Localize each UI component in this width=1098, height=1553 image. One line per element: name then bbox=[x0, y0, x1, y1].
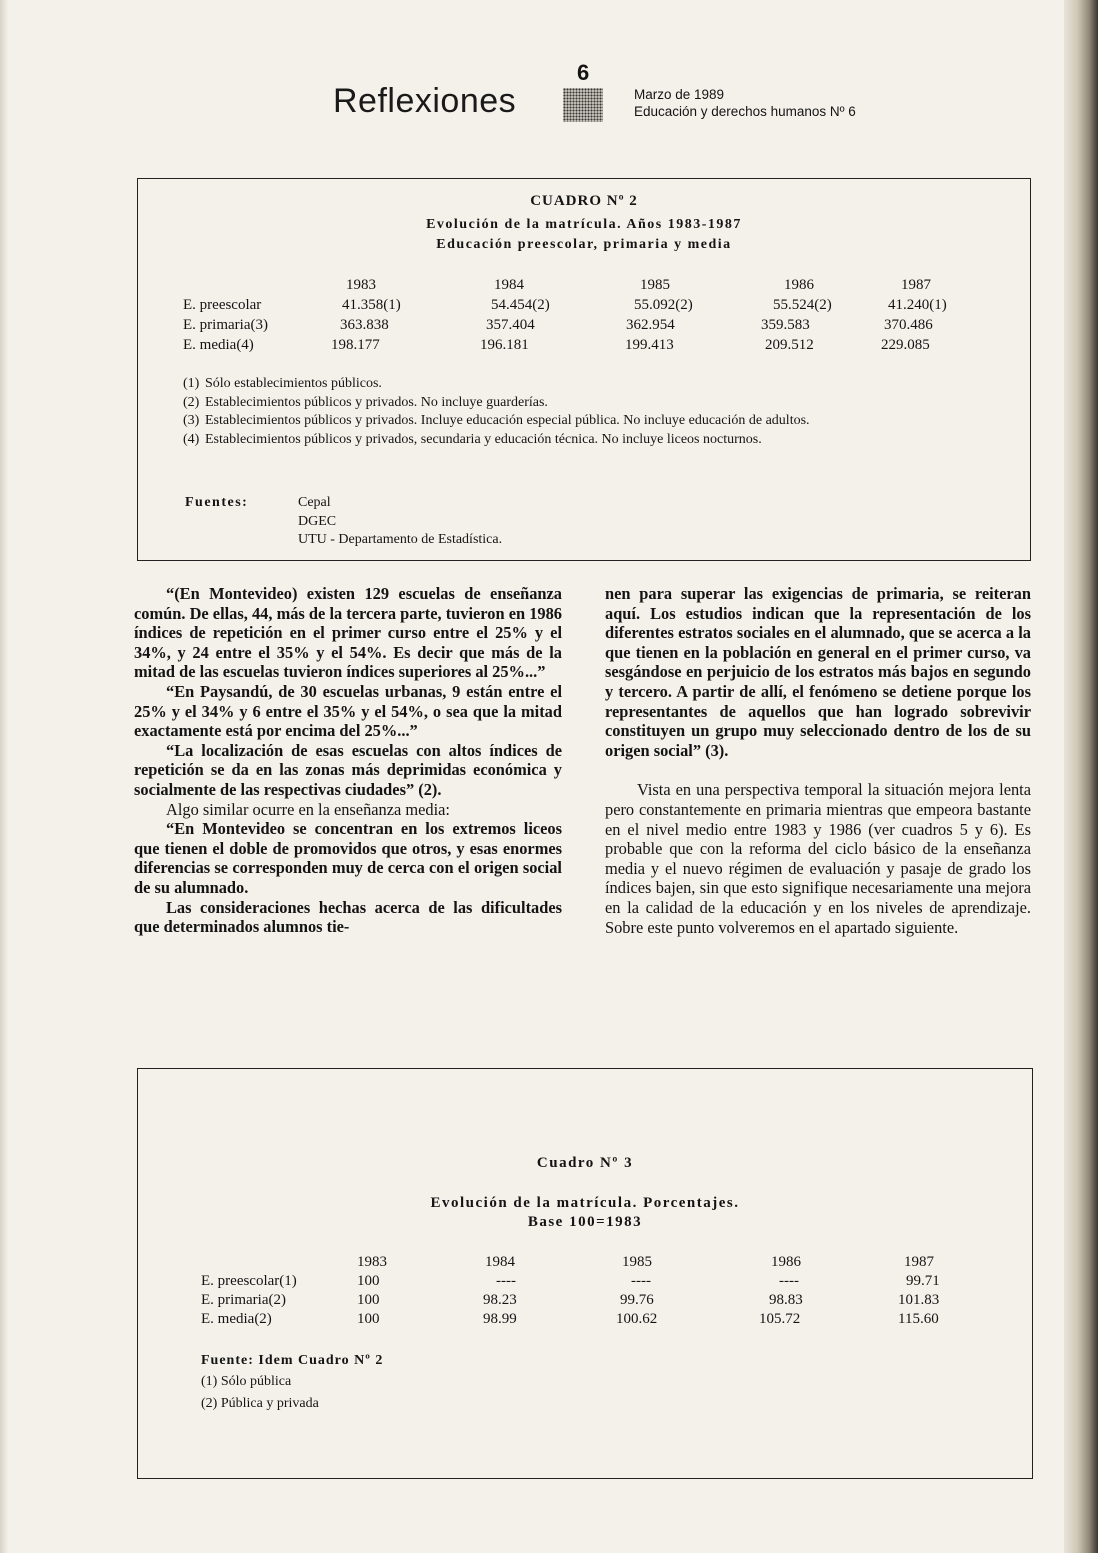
dateline bbox=[634, 86, 856, 120]
table-cell: 99.71 bbox=[906, 1273, 940, 1289]
sources-label: Fuentes: bbox=[185, 495, 249, 510]
note-item bbox=[183, 394, 993, 413]
body-column-right bbox=[605, 584, 1031, 937]
sources-list bbox=[298, 494, 502, 550]
note-text: Establecimientos públicos y privados, secundaria y educación técnica. No incluye liceos nocturnos. bbox=[205, 431, 762, 447]
cuadro-3-box bbox=[137, 1068, 1033, 1479]
table-cell: 55.524(2) bbox=[773, 297, 832, 313]
row-label: E. primaria(2) bbox=[201, 1292, 286, 1308]
table-cell: ---- bbox=[496, 1273, 516, 1289]
note-item: (1) Sólo pública bbox=[201, 1374, 292, 1389]
page-number: 6 bbox=[577, 60, 590, 85]
note-item bbox=[183, 375, 993, 394]
table-cell: 115.60 bbox=[898, 1311, 939, 1327]
body-paragraph: “En Montevideo se concentran en los extremos liceos que tienen el doble de promovidos que otros, y esas enormes diferencias se corresponden muy de cerca con el origen social de su alumnado. bbox=[134, 819, 562, 897]
issue-title: Educación y derechos humanos Nº 6 bbox=[634, 104, 856, 119]
table-cell: 199.413 bbox=[625, 337, 674, 353]
year-header: 1985 bbox=[622, 1254, 652, 1270]
table-cell: 100.62 bbox=[616, 1311, 658, 1327]
cuadro-3-subtitle-1: Evolución de la matrícula. Porcentajes. bbox=[430, 1195, 740, 1211]
year-header: 1984 bbox=[494, 277, 524, 293]
year-header: 1987 bbox=[901, 277, 931, 293]
masthead: Reflexiones bbox=[333, 82, 517, 120]
table-cell: 229.085 bbox=[881, 337, 930, 353]
table-cell: 98.83 bbox=[769, 1292, 803, 1308]
year-header: 1986 bbox=[784, 277, 814, 293]
page-binding-shadow bbox=[1064, 0, 1098, 1553]
note-text: Establecimientos públicos y privados. No incluye guarderías. bbox=[205, 394, 548, 410]
year-header: 1983 bbox=[346, 277, 376, 293]
note-item: (2) Pública y privada bbox=[201, 1396, 319, 1411]
table-cell: 357.404 bbox=[486, 317, 535, 333]
cuadro-3-source: Fuente: Idem Cuadro Nº 2 bbox=[201, 1353, 384, 1368]
body-paragraph: “(En Montevideo) existen 129 escuelas de enseñanza común. De ellas, 44, más de la tercera parte, tuvieron en 1986 índices de repetición en el primer curso entre el 25% y el 34%, y 24 entre el 35% y el 54%. Es decir que más de la mitad de las escuelas tuvieron índices superiores al 25%...” bbox=[134, 584, 562, 682]
source-item: DGEC bbox=[298, 513, 337, 529]
table-cell: 100 bbox=[357, 1273, 380, 1289]
body-paragraph: “La localización de esas escuelas con altos índices de repetición se da en las zonas más deprimidas económica y socialmente de las respectivas ciudades” (2). bbox=[134, 740, 562, 799]
table-cell: ---- bbox=[631, 1273, 651, 1289]
table-cell: 209.512 bbox=[765, 337, 814, 353]
issue-date: Marzo de 1989 bbox=[634, 87, 725, 102]
table-cell: 99.76 bbox=[620, 1292, 654, 1308]
year-header: 1985 bbox=[640, 277, 670, 293]
table-cell: 196.181 bbox=[480, 337, 529, 353]
table-cell: 98.99 bbox=[483, 1311, 517, 1327]
table-cell: 41.358(1) bbox=[342, 297, 401, 313]
body-paragraph: Vista en una perspectiva temporal la situación mejora lenta pero constantemente en primaria mientras que empeora bastante en el nivel medio entre 1983 y 1986 (ver cuadros 5 y 6). Es probable que con la reforma del ciclo básico de la enseñanza media y el nuevo régimen de evaluación y pasaje de grado los índices bajen, sin que esto signifique necesariamente una mejora en la calidad de la educación y en los niveles de aprendizaje. Sobre este punto volveremos en el apartado siguiente. bbox=[605, 780, 1031, 937]
cuadro-2-notes bbox=[183, 375, 993, 449]
body-paragraph: nen para superar las exigencias de primaria, se reiteran aquí. Los estudios indican que la representación de los diferentes estratos sociales en el alumnado, que se acerca a la que tienen en la población en general en el primer curso, va sesgándose en perjuicio de los estratos más bajos en segundo y tercero. A partir de allí, el fenómeno se detiene porque los representantes de aquellos que han logrado sobrevivir constituyen un grupo muy seleccionado dentro de los de su origen social” (3). bbox=[605, 584, 1031, 760]
cuadro-2-subtitle-2: Educación preescolar, primaria y media bbox=[436, 237, 732, 252]
page-left-edge bbox=[0, 0, 8, 1553]
body-paragraph: “En Paysandú, de 30 escuelas urbanas, 9 están entre el 25% y el 34% y 6 entre el 35% y el 54%, o sea que la mitad exactamente está por encima del 25%...” bbox=[134, 681, 562, 741]
cuadro-2-title: CUADRO Nº 2 bbox=[530, 193, 638, 209]
table-cell: 101.83 bbox=[898, 1292, 940, 1308]
masthead-pattern bbox=[563, 88, 603, 122]
source-item: UTU - Departamento de Estadística. bbox=[298, 532, 503, 547]
row-label: E. media(4) bbox=[183, 337, 254, 353]
note-key: (3) bbox=[183, 413, 200, 428]
body-paragraph: Las consideraciones hechas acerca de las dificultades que determinados alumnos tie- bbox=[134, 897, 562, 937]
body-column-left bbox=[134, 584, 562, 937]
table-cell: 359.583 bbox=[761, 317, 810, 333]
row-label: E. preescolar bbox=[183, 297, 262, 313]
row-label: E. media(2) bbox=[201, 1311, 272, 1327]
table-cell: 105.72 bbox=[759, 1311, 801, 1327]
table-cell: 100 bbox=[357, 1292, 380, 1308]
year-header: 1984 bbox=[485, 1254, 515, 1270]
note-item bbox=[183, 431, 993, 450]
source-item: Cepal bbox=[298, 495, 331, 510]
year-header: 1986 bbox=[771, 1254, 801, 1270]
note-text: Sólo establecimientos públicos. bbox=[205, 376, 382, 391]
cuadro-3-notes bbox=[201, 1371, 319, 1415]
table-cell: 362.954 bbox=[626, 317, 675, 333]
table-cell: 41.240(1) bbox=[888, 297, 947, 313]
table-cell: ---- bbox=[779, 1273, 799, 1289]
note-key: (4) bbox=[183, 431, 200, 447]
row-label: E. preescolar(1) bbox=[201, 1273, 297, 1289]
note-key: (1) bbox=[183, 376, 200, 391]
table-cell: 98.23 bbox=[483, 1292, 517, 1308]
table-cell: 363.838 bbox=[340, 317, 389, 333]
note-text: Establecimientos públicos y privados. Incluye educación especial pública. No incluye educación de adultos. bbox=[205, 413, 810, 428]
year-header: 1983 bbox=[357, 1254, 387, 1270]
table-cell: 54.454(2) bbox=[491, 297, 550, 313]
cuadro-2-box bbox=[137, 178, 1031, 561]
body-paragraph: Algo similar ocurre en la enseñanza media: bbox=[166, 799, 450, 819]
note-key: (2) bbox=[183, 394, 200, 410]
row-label: E. primaria(3) bbox=[183, 317, 268, 333]
table-cell: 198.177 bbox=[331, 337, 380, 353]
cuadro-2-subtitle-1: Evolución de la matrícula. Años 1983-1987 bbox=[426, 217, 742, 232]
note-item bbox=[183, 412, 993, 431]
table-cell: 55.092(2) bbox=[634, 297, 693, 313]
cuadro-3-subtitle-2: Base 100=1983 bbox=[527, 1214, 643, 1230]
cuadro-3-title: Cuadro Nº 3 bbox=[536, 1155, 634, 1171]
table-cell: 100 bbox=[357, 1311, 380, 1327]
year-header: 1987 bbox=[904, 1254, 934, 1270]
table-cell: 370.486 bbox=[884, 317, 933, 333]
